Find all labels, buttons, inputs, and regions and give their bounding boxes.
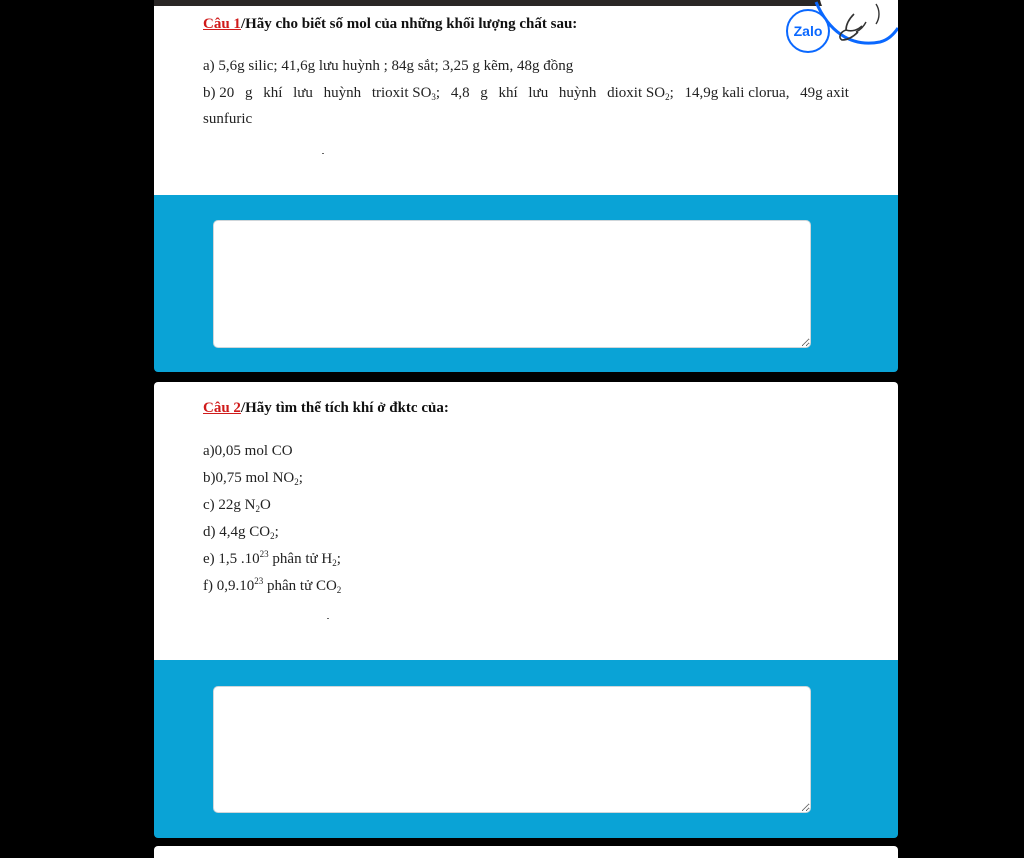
answer-input-2[interactable] xyxy=(213,686,811,813)
question-2-item: d) 4,4g $CO_2$; xyxy=(203,524,279,541)
line-b-word: khí xyxy=(263,85,283,101)
question-2-card xyxy=(154,382,898,660)
zalo-chat-widget[interactable] xyxy=(780,0,898,60)
question-2-prompt: /Hãy tìm thể tích khí ở đktc của: xyxy=(240,400,449,416)
line-b-word: huỳnh xyxy=(323,85,362,101)
line-b-word: lưu xyxy=(293,85,313,101)
question-1-title xyxy=(203,16,577,33)
question-2-item: a)0,05 mol CO xyxy=(203,443,293,459)
line-b-word: khí xyxy=(498,85,518,101)
line-b-word: huỳnh xyxy=(558,85,597,101)
question-1-line-b-continued: sunfuric xyxy=(203,111,253,127)
question-2-item: c) 22g $N_2O$ xyxy=(203,497,271,514)
line-b-word: b) 20 xyxy=(203,85,235,101)
zalo-logo-icon[interactable] xyxy=(786,9,830,53)
question-1-prompt: /Hãy cho biết số mol của những khối lượng chất sau: xyxy=(240,16,578,32)
question-2-number: Câu 2 xyxy=(203,400,241,416)
question-2-item: f) 0,9.10$^{23}$ phân tử $CO_2$ xyxy=(203,576,342,595)
stray-dot xyxy=(327,618,329,619)
line-b-word: 4,8 xyxy=(450,85,470,101)
question-2-title xyxy=(203,400,449,417)
question-1-line-b xyxy=(203,85,849,102)
line-b-formula-so3: trioxit $SO_3$; xyxy=(371,85,441,102)
question-1-line-a: a) 5,6g silic; 41,6g lưu huỳnh ; 84g sắt; 3,25 g kẽm, 48g đồng xyxy=(203,58,574,74)
question-2-item: e) 1,5 $.10^{23}$ phân tử $H_2$; xyxy=(203,549,341,568)
answer-input-1[interactable] xyxy=(213,220,811,348)
question-2-item: b)0,75 mol $NO_2$; xyxy=(203,470,303,487)
line-b-word: 49g axit xyxy=(800,85,849,101)
line-b-word: lưu xyxy=(528,85,549,101)
line-b-word: 14,9g kali clorua, xyxy=(684,85,790,101)
line-b-formula-so2: dioxit $SO_2$; xyxy=(607,85,674,102)
question-1-number: Câu 1 xyxy=(203,16,241,32)
line-b-word: g xyxy=(480,85,488,101)
line-b-word: g xyxy=(244,85,253,101)
stray-dot xyxy=(322,153,324,154)
zalo-label: Zalo xyxy=(793,23,823,39)
next-question-card xyxy=(154,846,898,858)
